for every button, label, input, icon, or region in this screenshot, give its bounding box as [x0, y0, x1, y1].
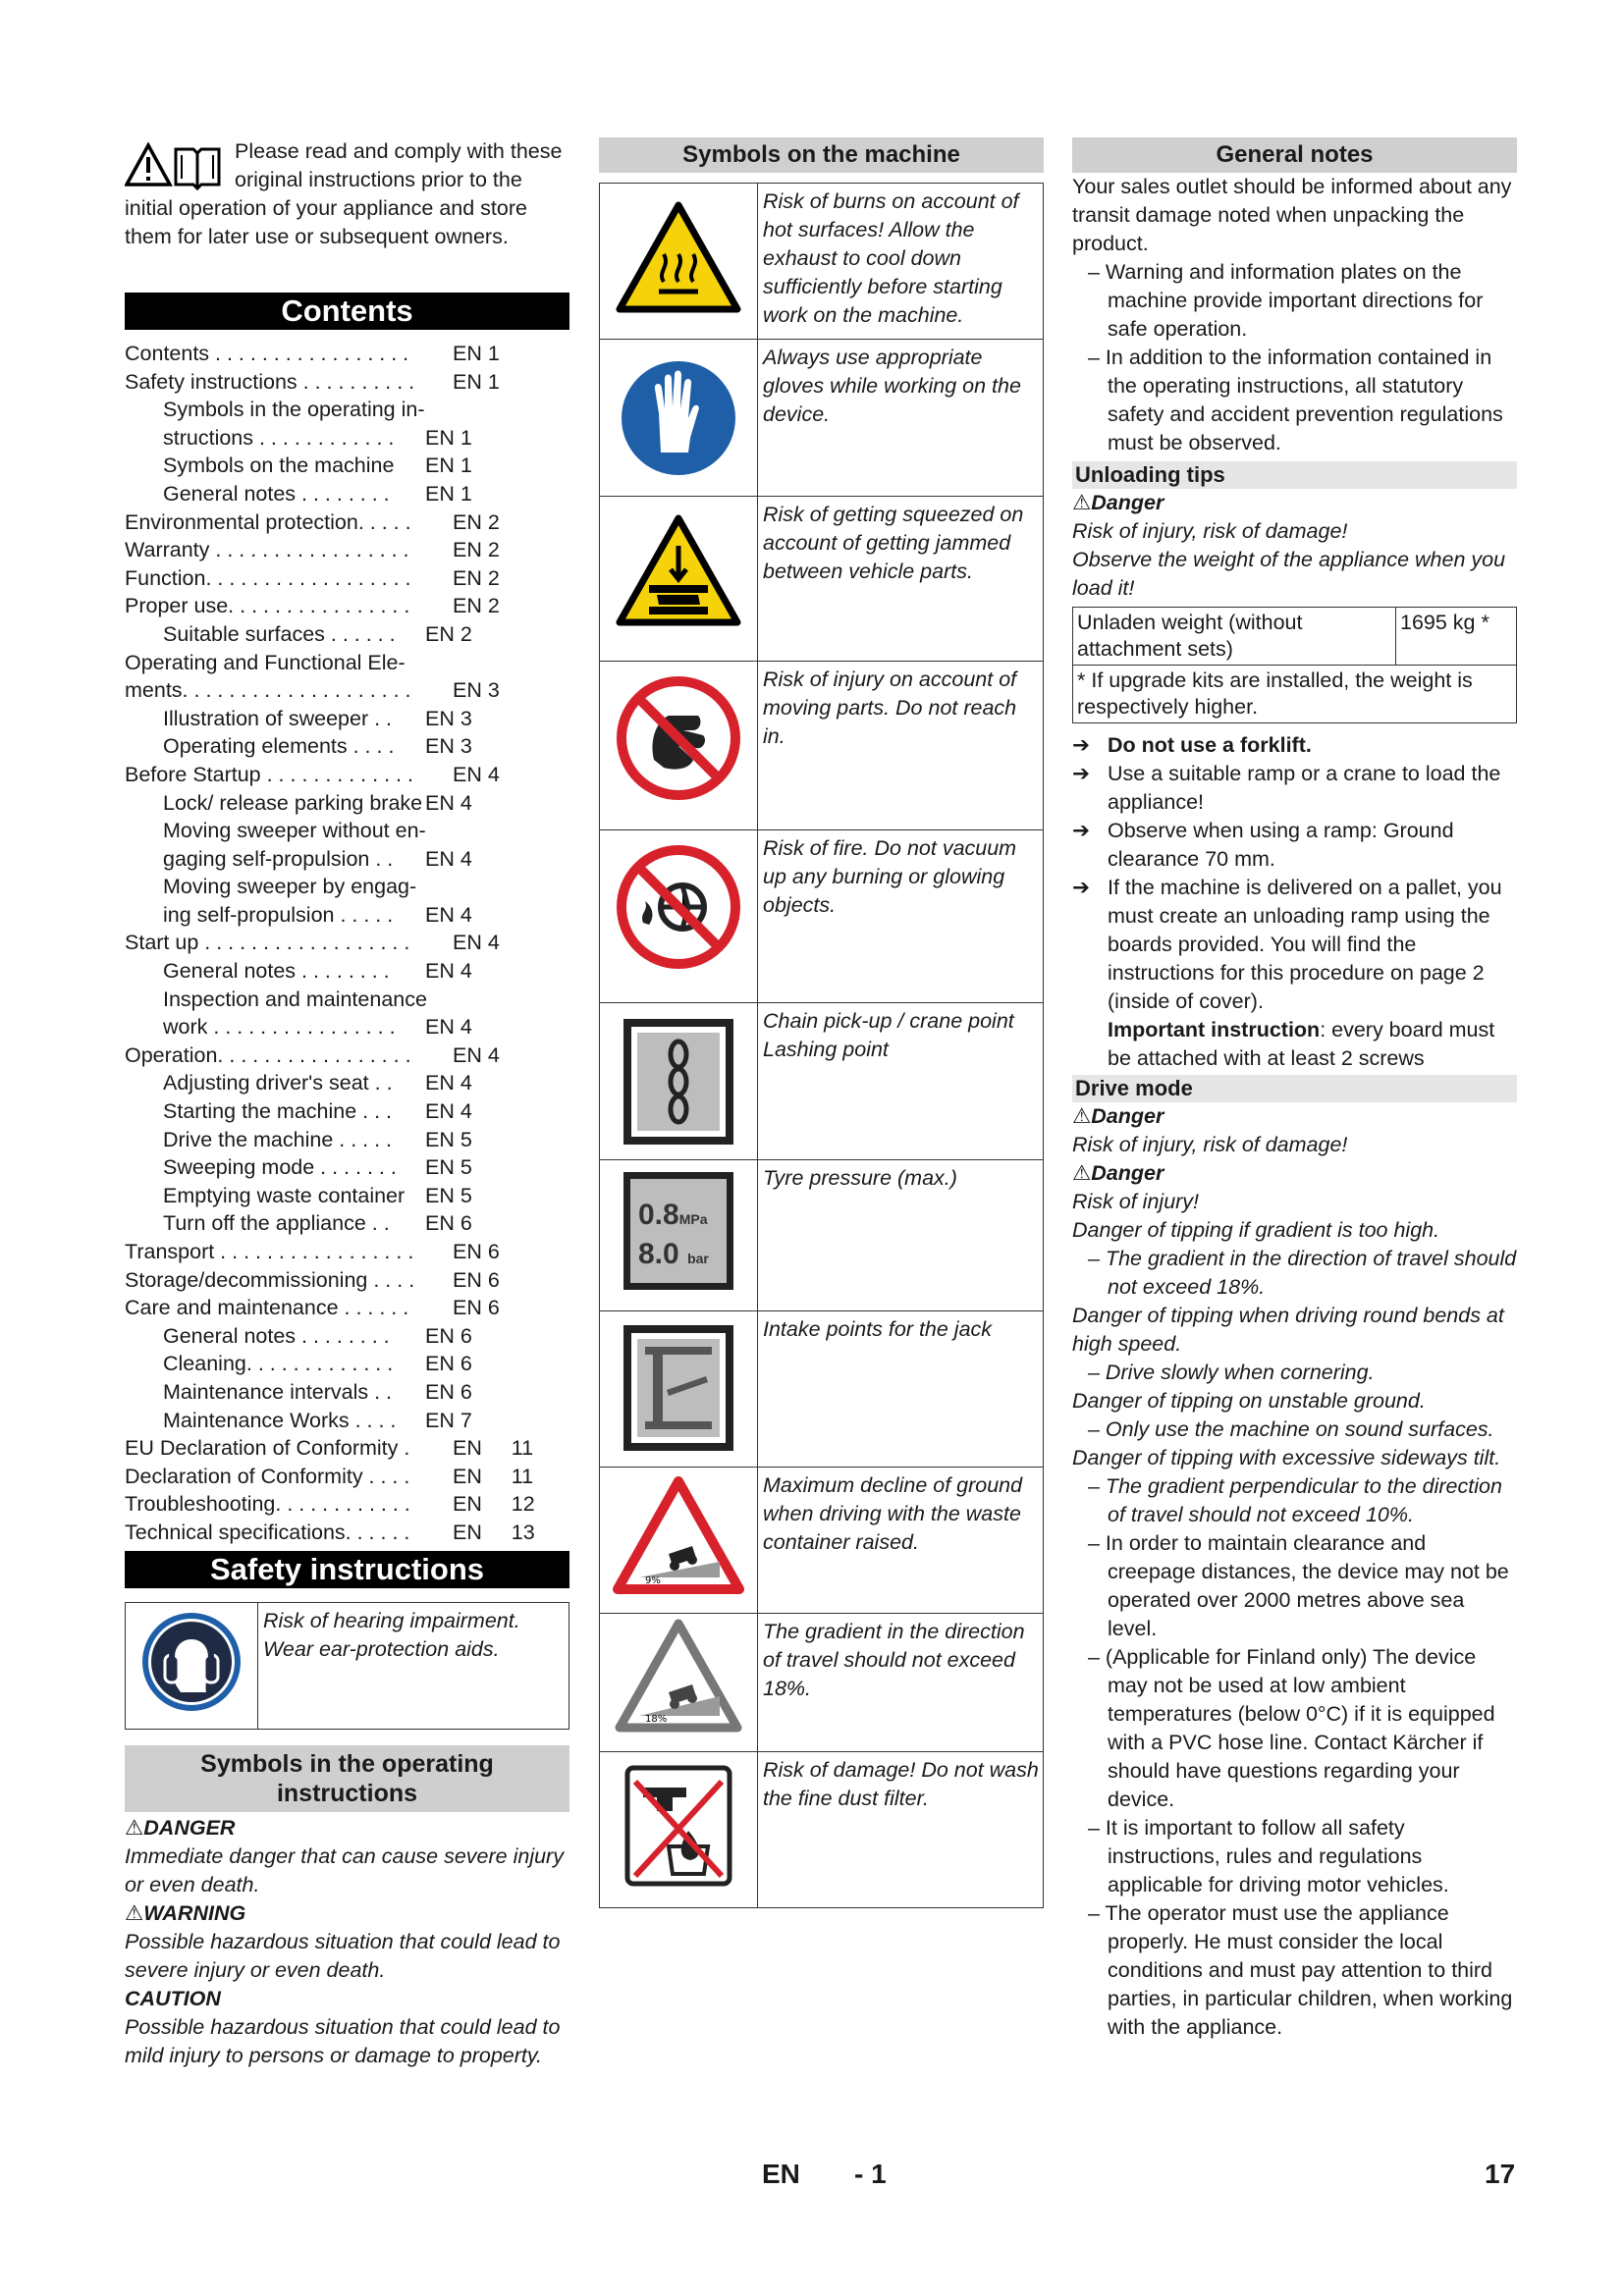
toc-item	[125, 620, 569, 649]
drive-hazard: Danger of tipping with excessive sideways tilt.	[1072, 1446, 1501, 1469]
general-notes-title: General notes	[1072, 137, 1517, 173]
gradient-18-percent-icon	[600, 1614, 758, 1752]
toc-label: Declaration of Conformity . . . .	[125, 1464, 410, 1488]
toc-page: EN 4	[425, 1099, 472, 1124]
toc-item	[125, 1097, 569, 1126]
drive-rule: – Only use the machine on sound surfaces.	[1088, 1417, 1494, 1441]
arrow-icon: ➔	[1072, 876, 1091, 899]
toc-label: Maintenance intervals . .	[163, 1379, 393, 1404]
symbol-text: Tyre pressure (max.)	[758, 1160, 1044, 1311]
toc-page: EN 3	[425, 734, 472, 759]
toc-item	[125, 957, 569, 986]
tyre-mpa-value: 0.8	[638, 1199, 679, 1231]
weight-note: * If upgrade kits are installed, the weight is respectively higher.	[1073, 666, 1517, 723]
caution-text: Possible hazardous situation that could lead to mild injury to persons or damage to property.	[125, 2014, 561, 2067]
toc-page: EN 5	[425, 1127, 472, 1151]
symbol-text: The gradient in the direction of travel should not exceed 18%.	[758, 1614, 1044, 1752]
general-notes-bullet: – In addition to the information contained in the operating instructions, all statutory safety and accident prevention regulations must be observed.	[1088, 346, 1503, 454]
toc-item	[125, 705, 569, 733]
toc-item	[125, 452, 569, 480]
toc-item	[125, 1463, 569, 1491]
toc-item	[125, 1407, 569, 1435]
toc-page: EN 5	[425, 1183, 472, 1207]
toc-item	[125, 480, 569, 508]
toc-label: Emptying waste container	[163, 1183, 406, 1207]
symbol-text: Risk of injury on account of moving parts. Do not reach in.	[758, 662, 1044, 830]
toc-label: Before Startup . . . . . . . . . . . . .	[125, 762, 413, 786]
toc-page: EN 4	[425, 846, 472, 871]
toc-item	[125, 649, 569, 677]
toc-label: Inspection and maintenance	[163, 987, 427, 1011]
contents-title: Contents	[125, 293, 569, 330]
toc-item	[125, 873, 569, 901]
drive-danger-heading: ⚠Danger	[1072, 1104, 1164, 1128]
toc-label: Transport . . . . . . . . . . . . . . . . .	[125, 1240, 414, 1263]
toc-label: Operating and Functional Ele-	[125, 650, 406, 674]
toc-page: EN 11	[453, 1464, 534, 1488]
toc-item	[125, 1490, 569, 1519]
warning-heading: ⚠WARNING	[125, 1900, 246, 1925]
table-of-contents	[125, 340, 569, 1547]
toc-page: EN 1	[425, 454, 472, 478]
toc-page: EN 6	[425, 1211, 472, 1236]
arrow-icon: ➔	[1072, 762, 1091, 785]
toc-label: Function. . . . . . . . . . . . . . . . . .	[125, 565, 411, 590]
toc-item	[125, 761, 569, 789]
toc-label: ing self-propulsion . . . . .	[163, 902, 394, 927]
toc-item	[125, 1322, 569, 1351]
toc-page: EN 6	[425, 1379, 472, 1404]
arrow-icon: ➔	[1072, 733, 1091, 757]
toc-item	[125, 1519, 569, 1547]
toc-item	[125, 732, 569, 761]
arrow-icon: ➔	[1072, 819, 1091, 842]
tyre-bar-value: 8.0	[638, 1238, 679, 1270]
general-notes-intro: Your sales outlet should be informed about any transit damage noted when unpacking the product.	[1072, 175, 1512, 255]
toc-page: EN 6	[453, 1296, 500, 1320]
ear-protection-icon	[137, 1608, 245, 1716]
decline-9-percent-icon	[600, 1468, 758, 1614]
toc-label: Proper use. . . . . . . . . . . . . . . .	[125, 594, 410, 618]
crush-hazard-icon	[600, 497, 758, 662]
toc-page: EN 6	[425, 1352, 472, 1376]
toc-item	[125, 564, 569, 593]
symbol-text: Intake points for the jack	[758, 1311, 1044, 1468]
toc-label: Operation. . . . . . . . . . . . . . . . .	[125, 1042, 411, 1067]
warning-text: Possible hazardous situation that could lead to severe injury or even death.	[125, 1929, 561, 1982]
toc-item	[125, 1013, 569, 1041]
toc-page: EN 4	[425, 1015, 472, 1040]
toc-label: Operating elements . . . .	[163, 734, 395, 759]
weight-label: Unladen weight (without attachment sets)	[1073, 608, 1396, 666]
hearing-table	[125, 1602, 569, 1730]
unloading-step: ➔ If the machine is delivered on a pallet, you must create an unloading ramp using the boards provided. You will find the instructions for this procedure on page 2 (inside of cover). Important instruction: every board must be attached with at least 2 screws	[1072, 876, 1502, 1070]
footer-lang: EN	[762, 2159, 800, 2189]
toc-label: Technical specifications. . . . . .	[125, 1520, 410, 1544]
toc-item	[125, 789, 569, 818]
unloading-danger-line: Risk of injury, risk of damage!	[1072, 519, 1348, 543]
middle-column	[599, 137, 1044, 1908]
toc-label: Environmental protection. . . . .	[125, 509, 411, 534]
toc-page: EN 6	[425, 1323, 472, 1348]
caution-heading: CAUTION	[125, 1986, 221, 2010]
toc-label: General notes . . . . . . . .	[163, 1323, 390, 1348]
drive-hazard: Danger of tipping if gradient is too high.	[1072, 1218, 1440, 1242]
toc-label: General notes . . . . . . . .	[163, 959, 390, 984]
drive-rule: – The gradient perpendicular to the direction of travel should not exceed 10%.	[1088, 1474, 1502, 1526]
drive-hazard: Danger of tipping on unstable ground.	[1072, 1389, 1426, 1413]
toc-item	[125, 592, 569, 620]
symbol-text: Maximum decline of ground when driving with the waste container raised.	[758, 1468, 1044, 1614]
toc-page: EN 4	[425, 959, 472, 984]
toc-page: EN 3	[425, 706, 472, 730]
toc-label: Maintenance Works . . . .	[163, 1408, 397, 1432]
toc-page: EN 4	[425, 790, 472, 815]
right-column	[1072, 137, 1517, 2042]
read-manual-icon	[125, 141, 235, 192]
drive-danger-heading: ⚠Danger	[1072, 1161, 1164, 1185]
toc-label: Care and maintenance . . . . . .	[125, 1296, 409, 1320]
toc-label: Warranty . . . . . . . . . . . . . . . . .	[125, 538, 409, 562]
toc-item	[125, 1350, 569, 1378]
drive-tipping-notes	[1072, 1216, 1517, 1529]
toc-label: Adjusting driver's seat . .	[163, 1071, 393, 1095]
unloading-step: ➔ Observe when using a ramp: Ground clearance 70 mm.	[1072, 819, 1454, 871]
toc-page: EN 1	[425, 481, 472, 506]
toc-item	[125, 817, 569, 845]
toc-page: EN 2	[425, 621, 472, 646]
symbol-text: Risk of fire. Do not vacuum up any burning or glowing objects.	[758, 830, 1044, 1003]
toc-label: General notes . . . . . . . .	[163, 481, 390, 506]
toc-page: EN 4	[425, 902, 472, 927]
toc-item	[125, 368, 569, 397]
toc-label: structions . . . . . . . . . . . .	[163, 425, 395, 450]
symbol-text: Risk of damage! Do not wash the fine dust filter.	[758, 1752, 1044, 1908]
toc-page: EN 4	[453, 1042, 500, 1067]
gradient-18-percent-label: 18%	[645, 1714, 668, 1725]
drive-danger-line: Risk of injury!	[1072, 1190, 1200, 1213]
toc-label: Moving sweeper without en-	[163, 819, 426, 843]
toc-item	[125, 340, 569, 368]
toc-page: EN 13	[453, 1520, 535, 1544]
toc-label: Cleaning. . . . . . . . . . . . .	[163, 1352, 394, 1376]
unloading-danger-heading: ⚠Danger	[1072, 491, 1164, 514]
no-wash-filter-icon	[600, 1752, 758, 1908]
tyre-bar-unit: bar	[687, 1251, 709, 1266]
important-label: Important instruction	[1108, 1018, 1321, 1041]
toc-label: Storage/decommissioning . . . .	[125, 1267, 415, 1292]
gloves-icon	[600, 340, 758, 497]
drive-bullet: – In order to maintain clearance and creepage distances, the device may not be operated over 2000 metres above sea level.	[1088, 1531, 1509, 1640]
danger-text: Immediate danger that can cause severe injury or even death.	[125, 1843, 564, 1896]
toc-item	[125, 1209, 569, 1238]
toc-item	[125, 1294, 569, 1322]
toc-label: EU Declaration of Conformity .	[125, 1436, 410, 1461]
drive-mode-title: Drive mode	[1072, 1075, 1517, 1102]
toc-item	[125, 1378, 569, 1407]
no-reach-in-icon	[600, 662, 758, 830]
toc-page: EN 5	[425, 1155, 472, 1180]
symbols-operating-title: Symbols in the operating instructions	[125, 1745, 569, 1812]
toc-item	[125, 508, 569, 537]
jack-point-icon	[600, 1311, 758, 1468]
toc-page: EN 2	[453, 538, 500, 562]
toc-item	[125, 1434, 569, 1463]
tyre-mpa-unit: MPa	[678, 1211, 708, 1227]
toc-item	[125, 929, 569, 957]
toc-item	[125, 1069, 569, 1097]
no-burning-objects-icon	[600, 830, 758, 1003]
intro	[125, 137, 569, 251]
toc-page: EN 1	[453, 369, 500, 394]
toc-item	[125, 1182, 569, 1210]
toc-page: EN 1	[453, 342, 500, 365]
toc-label: Illustration of sweeper . .	[163, 706, 393, 730]
drive-rule: – Drive slowly when cornering.	[1088, 1361, 1375, 1384]
drive-bullet: – It is important to follow all safety instructions, rules and regulations applicable for driving motor vehicles.	[1088, 1816, 1449, 1896]
toc-page: EN 4	[425, 1071, 472, 1095]
toc-page: EN 6	[453, 1267, 500, 1292]
toc-label: Moving sweeper by engag-	[163, 875, 417, 899]
toc-item	[125, 676, 569, 705]
drive-bullet: – The operator must use the appliance properly. He must consider the local conditions and must pay attention to third parties, in particular children, when working with the appliance.	[1088, 1901, 1513, 2039]
left-column	[125, 137, 569, 2070]
danger-heading: ⚠DANGER	[125, 1815, 236, 1840]
toc-page: EN 1	[425, 425, 472, 450]
toc-label: Lock/ release parking brake	[163, 790, 423, 815]
toc-label: work . . . . . . . . . . . . . . . .	[163, 1015, 396, 1040]
toc-page: EN 3	[453, 678, 500, 703]
toc-label: Symbols in the operating in-	[163, 398, 425, 422]
toc-item	[125, 536, 569, 564]
unloading-tips-title: Unloading tips	[1072, 461, 1517, 489]
intro-text: Please read and comply with these original instructions prior to the initial operation of your appliance and store them for later use or subsequent owners.	[125, 139, 563, 248]
toc-label: gaging self-propulsion . .	[163, 846, 394, 871]
toc-label: Drive the machine . . . . .	[163, 1127, 393, 1151]
toc-page: EN 2	[453, 594, 500, 618]
drive-rule: – The gradient in the direction of travel should not exceed 18%.	[1088, 1247, 1517, 1299]
toc-label: Symbols on the machine	[163, 454, 395, 478]
toc-page: EN 2	[453, 565, 500, 590]
footer-page-number: 17	[1485, 2159, 1516, 2189]
toc-page: EN 4	[453, 931, 500, 955]
toc-item	[125, 845, 569, 874]
toc-item	[125, 1126, 569, 1154]
toc-page: EN 7	[425, 1408, 472, 1432]
drive-danger-line: Risk of injury, risk of damage!	[1072, 1133, 1348, 1156]
toc-page: EN 6	[453, 1240, 500, 1263]
weight-table	[1072, 607, 1517, 723]
important-text: : every board must be attached with at least 2 screws	[1108, 1018, 1495, 1070]
toc-item	[125, 1238, 569, 1266]
toc-label: Start up . . . . . . . . . . . . . . . . . .	[125, 931, 410, 955]
toc-label: Troubleshooting. . . . . . . . . . . .	[125, 1492, 410, 1517]
general-notes-bullet: – Warning and information plates on the machine provide important directions for safe operation.	[1088, 260, 1484, 341]
toc-page: EN 12	[453, 1492, 535, 1517]
toc-page: EN 11	[453, 1436, 534, 1461]
hearing-text: Risk of hearing impairment. Wear ear-protection aids.	[258, 1602, 569, 1729]
safety-instructions-title: Safety instructions	[125, 1551, 569, 1588]
footer-page-ref: - 1	[854, 2159, 887, 2189]
drive-hazard: Danger of tipping when driving round bends at high speed.	[1072, 1304, 1504, 1356]
toc-label: Suitable surfaces . . . . . .	[163, 621, 396, 646]
machine-symbols-table	[599, 183, 1044, 1908]
toc-label: Contents . . . . . . . . . . . . . . . . .	[125, 342, 409, 365]
hot-surface-icon	[600, 184, 758, 340]
toc-page: EN 2	[453, 509, 500, 534]
toc-item	[125, 986, 569, 1014]
symbol-text: Risk of burns on account of hot surfaces! Allow the exhaust to cool down sufficiently before starting work on the machine.	[758, 184, 1044, 340]
toc-label: Sweeping mode . . . . . . .	[163, 1155, 397, 1180]
chain-point-icon	[600, 1003, 758, 1160]
symbol-text: Chain pick-up / crane point Lashing point	[758, 1003, 1044, 1160]
machine-symbols-title: Symbols on the machine	[599, 137, 1044, 173]
toc-label: Turn off the appliance . .	[163, 1211, 390, 1236]
toc-label: ments. . . . . . . . . . . . . . . . . . . .	[125, 678, 411, 703]
toc-page: EN 4	[453, 762, 500, 786]
toc-item	[125, 1041, 569, 1070]
unloading-step: ➔ Do not use a forklift.	[1072, 731, 1517, 760]
decline-9-percent-label: 9%	[645, 1575, 661, 1586]
toc-label: Safety instructions . . . . . . . . . .	[125, 369, 415, 394]
toc-item	[125, 1266, 569, 1295]
unloading-danger-line: Observe the weight of the appliance when you load it!	[1072, 548, 1506, 600]
symbol-text: Always use appropriate gloves while working on the device.	[758, 340, 1044, 497]
tyre-pressure-icon	[600, 1160, 758, 1311]
unloading-step: ➔ Use a suitable ramp or a crane to load the appliance!	[1072, 762, 1501, 814]
symbol-text: Risk of getting squeezed on account of getting jammed between vehicle parts.	[758, 497, 1044, 662]
toc-item	[125, 424, 569, 453]
toc-item	[125, 901, 569, 930]
toc-item	[125, 396, 569, 424]
drive-bullet: – (Applicable for Finland only) The device may not be used at low ambient temperatures (below 0°C) if it is equipped with a PVC hose line. Contact Kärcher if should have questions regarding your device.	[1088, 1645, 1495, 1811]
toc-item	[125, 1153, 569, 1182]
weight-value: 1695 kg *	[1396, 608, 1517, 666]
toc-label: Starting the machine . . .	[163, 1099, 393, 1124]
